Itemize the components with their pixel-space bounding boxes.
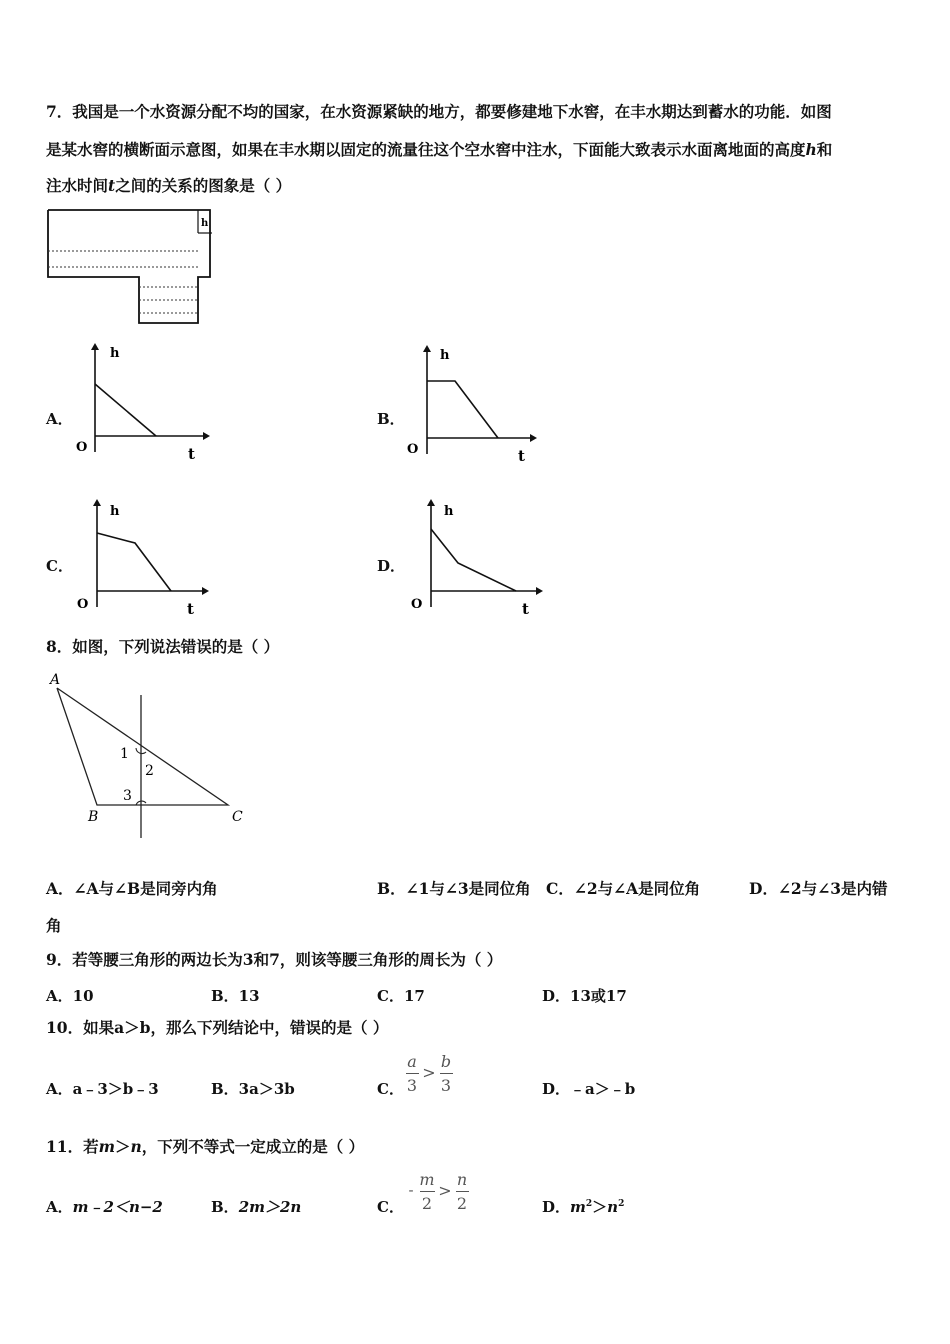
q8-option-b: B．∠1与∠3是同位角	[377, 879, 531, 898]
fraction-bar	[456, 1191, 469, 1192]
q9-option-d: D．13或17	[542, 987, 627, 1005]
q11-option-a-label: A．	[46, 1198, 73, 1216]
q8-option-d: D．∠2与∠3是内错	[749, 879, 888, 898]
fraction-denominator: 2	[421, 1194, 433, 1213]
y-axis-arrow-icon	[93, 499, 101, 506]
fraction-numerator: a	[407, 1052, 417, 1071]
vertex-a-label: A	[50, 672, 61, 688]
q10-stem: 10．如果a＞b，那么下列结论中，错误的是（ ）	[46, 1018, 389, 1037]
fraction-numerator: n	[456, 1170, 468, 1189]
angle-2-label: 2	[145, 763, 154, 779]
y-axis-arrow-icon	[91, 343, 99, 350]
angle-1-label: 1	[120, 746, 129, 762]
q11-option-d-label: D．	[542, 1198, 571, 1216]
q8-stem: 8．如图，下列说法错误的是（ ）	[46, 637, 280, 656]
vertex-b-label: B	[88, 809, 99, 825]
origin-label: O	[407, 442, 419, 457]
y-label: h	[440, 348, 450, 363]
q11-option-d	[542, 1196, 624, 1217]
q7-graph-b	[402, 342, 552, 472]
q9-option-c: C．17	[377, 987, 425, 1005]
y-label: h	[444, 504, 454, 519]
y-label: h	[110, 504, 120, 519]
q7-line3b: 之间的关系的图象是（ ）	[115, 176, 292, 195]
water-cellar-diagram	[40, 205, 230, 335]
y-axis-arrow-icon	[423, 345, 431, 352]
x-label: t	[522, 600, 529, 618]
q11-option-d-m: m	[570, 1198, 586, 1216]
graph-line	[97, 533, 171, 591]
q11-option-d-exp1: 2	[585, 1199, 593, 1209]
q11-var-m: m	[98, 1137, 115, 1156]
x-axis-arrow-icon	[202, 587, 209, 595]
q7-option-a-label: A．	[46, 410, 73, 428]
greater-than-sign: >	[422, 1063, 436, 1082]
q11-option-d-exp2: 2	[618, 1199, 625, 1209]
x-axis-arrow-icon	[536, 587, 543, 595]
minus-sign: -	[408, 1181, 414, 1199]
vertex-c-label: C	[232, 809, 243, 825]
graph-line	[427, 381, 498, 438]
q11-gt: ＞	[114, 1137, 131, 1156]
x-label: t	[518, 447, 525, 465]
q11-stem-a: 11．若	[46, 1137, 99, 1156]
q11-option-a	[46, 1196, 163, 1217]
graph-line	[431, 529, 516, 591]
x-label: t	[188, 445, 195, 463]
greater-than-sign: >	[438, 1181, 452, 1200]
fraction-bar	[440, 1073, 453, 1074]
q11-option-c-expression	[406, 1170, 476, 1218]
fraction-denominator: 3	[406, 1076, 418, 1095]
q11-option-b-label: B．	[211, 1198, 239, 1216]
y-axis-arrow-icon	[427, 499, 435, 506]
x-axis-arrow-icon	[530, 434, 537, 442]
q7-option-d-label: D．	[377, 557, 406, 575]
q8-option-c: C．∠2与∠A是同位角	[546, 879, 701, 898]
q7-graph-d	[406, 496, 556, 626]
fraction-numerator: m	[419, 1170, 435, 1189]
fraction-bar	[420, 1191, 435, 1192]
q10-option-c-expression	[405, 1052, 465, 1100]
cellar-h-label: h	[201, 218, 209, 229]
q7-option-c-label: C．	[46, 557, 73, 575]
q11-var-n: n	[130, 1137, 142, 1156]
q9-stem: 9．若等腰三角形的两边长为3和7，则该等腰三角形的周长为（ ）	[46, 950, 503, 969]
q10-option-b: B．3a＞3b	[211, 1080, 295, 1098]
q8-option-d-cont: 角	[46, 916, 62, 935]
q9-option-a: A．10	[46, 987, 94, 1005]
q10-option-c-label: C．	[377, 1080, 404, 1098]
q11-stem	[46, 1137, 364, 1157]
q7-line1: 7．我国是一个水资源分配不均的国家，在水资源紧缺的地方，都要修建地下水窖，在丰水期达到蓄水的功能．如图	[46, 102, 832, 121]
fraction-denominator: 2	[456, 1194, 468, 1213]
q11-option-b	[211, 1196, 301, 1217]
q7-line3	[46, 176, 291, 196]
q11-option-d-rel: ＞	[592, 1198, 608, 1216]
q9-option-b: B．13	[211, 987, 260, 1005]
fraction-bar	[406, 1073, 419, 1074]
q7-option-b-label: B．	[377, 410, 405, 428]
triangle-abc	[57, 688, 228, 805]
graph-line	[95, 384, 156, 436]
x-axis-arrow-icon	[203, 432, 210, 440]
angle-3-label: 3	[123, 788, 132, 804]
origin-label: O	[77, 597, 89, 612]
q8-option-a: A．∠A与∠B是同旁内角	[46, 879, 218, 898]
q11-option-b-expr: 2m＞2n	[238, 1198, 302, 1216]
fraction-denominator: 3	[440, 1076, 452, 1095]
origin-label: O	[411, 597, 423, 612]
q11-option-c-label: C．	[377, 1198, 404, 1216]
fraction-numerator: b	[440, 1052, 452, 1071]
q10-option-d: D．﹣a＞﹣b	[542, 1080, 636, 1098]
q11-option-a-expr: m﹣2＜n−2	[72, 1198, 163, 1216]
q10-option-a: A．a﹣3＞b﹣3	[46, 1080, 159, 1098]
q7-line2b: 和	[816, 140, 833, 159]
x-label: t	[187, 600, 194, 618]
q11-option-d-n: n	[607, 1198, 619, 1216]
y-label: h	[110, 346, 120, 361]
q8-triangle-figure	[40, 668, 260, 848]
q7-var-t: t	[108, 176, 116, 195]
q7-graph-a	[70, 340, 220, 470]
q7-var-h: h	[805, 140, 817, 159]
q11-stem-b: ，下列不等式一定成立的是（ ）	[141, 1137, 365, 1156]
q7-line3a: 注水时间	[46, 176, 109, 195]
q7-line2	[46, 140, 832, 160]
q7-line2a: 是某水窖的横断面示意图，如果在丰水期以固定的流量往这个空水窖中注水，下面能大致表示水面离地面的高度	[46, 140, 806, 159]
q7-graph-c	[72, 496, 222, 626]
origin-label: O	[76, 440, 88, 455]
